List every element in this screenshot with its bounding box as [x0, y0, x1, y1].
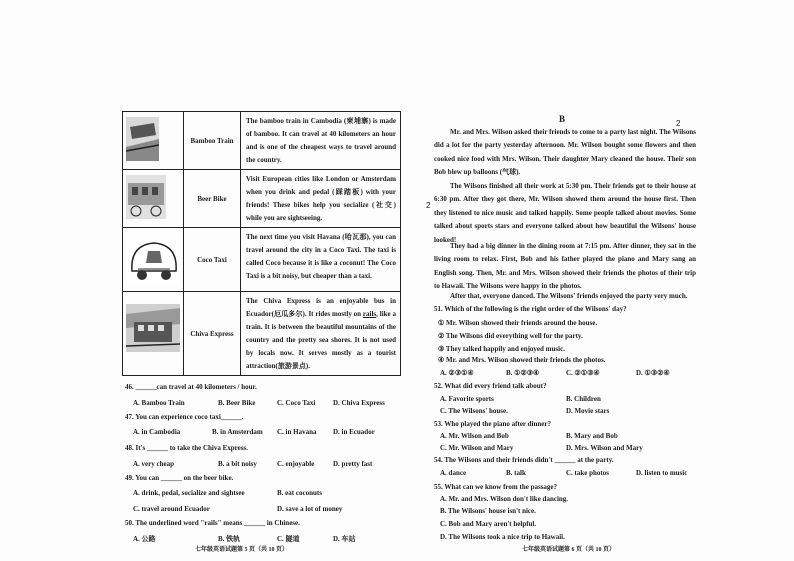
handwritten-mark: 2 — [676, 119, 681, 128]
option: C. take photos — [566, 469, 609, 477]
option: D. Movie stars — [566, 407, 610, 415]
table-desc-chiva-express — [241, 292, 401, 376]
option: B. a bit noisy — [218, 460, 257, 468]
option: C. travel around Ecuador — [133, 505, 210, 513]
option: B. ①②③④ — [506, 369, 540, 377]
beer-bike-photo — [123, 170, 184, 228]
option: B. eat coconuts — [277, 489, 322, 497]
option: D. pretty fast — [333, 460, 373, 468]
option: A. in Cambodia — [133, 428, 181, 436]
option: C. 隧道 — [277, 535, 300, 543]
option: B. in Amsterdam — [212, 428, 263, 436]
question-49: 49. You can ______ on the beer bike. — [125, 474, 234, 482]
option: B. talk — [506, 469, 526, 477]
question-53: 53. Who played the piano after dinner? — [434, 420, 552, 428]
option: C. enjoyable — [277, 460, 315, 468]
order-item: ② The Wilsons did everything well for the party. — [438, 332, 583, 340]
transport-table — [122, 111, 401, 376]
table-name-coco-taxi: Coco Taxi — [184, 228, 241, 292]
option: A. very cheap — [133, 460, 175, 468]
option: B. Mary and Bob — [566, 432, 618, 440]
order-item: ① Mr. Wilson showed their friends around the house. — [438, 319, 598, 327]
option: A. 公路 — [133, 535, 156, 543]
option: C. Mr. Wilson and Mary — [440, 444, 514, 452]
option: C. in Havana — [277, 428, 317, 436]
chiva-express-photo — [123, 292, 184, 376]
option: A. dance — [440, 469, 467, 477]
handwritten-mark: 2 — [426, 201, 431, 210]
option: D. save a lot of money — [277, 505, 343, 513]
question-48: 48. It's ______ to take the Chiva Express. — [125, 444, 248, 452]
table-name-chiva-express: Chiva Express — [184, 292, 241, 376]
option: A. Bamboo Train — [133, 399, 185, 407]
question-47: 47. You can experience coco taxi______. — [125, 413, 244, 421]
coco-taxi-photo — [123, 228, 184, 292]
option: A. Favorite sports — [440, 395, 494, 403]
chiva-desc-text: The Chiva Express is an enjoyable bus in Ecuador(厄瓜多尔). It rides mostly on rails, like a train. It is between the beautiful mountains of the country and the pretty sea shores. It is not used by locals now. It serves mostly as a tourist attraction(旅游景点). — [246, 297, 397, 370]
option: D. in Ecuador — [333, 428, 375, 436]
option: D. Mrs. Wilson and Mary — [566, 444, 643, 452]
question-54: 54. The Wilsons and their friends didn't ______ at the party. — [434, 456, 614, 464]
table-desc-beer-bike: Visit European cities like London or Amsterdam when you drink and pedal (踩踏板) with your friends! These bikes help you socialize (社交) while you are sightseeing. — [241, 170, 401, 228]
option: A. Mr. and Mrs. Wilson don't like dancing. — [440, 495, 569, 503]
option: B. Beer Bike — [218, 399, 256, 407]
passage-paragraph-3: They had a big dinner in the dining room at 7:15 pm. After dinner, they sat in the living room to relax. First, Bob and his father played the piano and Mary sang an English song. Then, Mr. and Mrs. Wilson showed their friends the photos of their trip to Hawaii. The Wilsons were happy in the photos. — [434, 242, 696, 291]
option: A. drink, pedal, socialize and sightsee — [133, 489, 245, 497]
option: B. The Wilsons' house isn't nice. — [440, 507, 536, 515]
footer-right: 七年级英语试题第 6 页（共 10 页） — [522, 547, 616, 553]
option: D. The Wilsons took a nice trip to Hawaii. — [440, 533, 565, 541]
option: D. 车站 — [333, 535, 356, 543]
table-name-beer-bike: Beer Bike — [184, 170, 241, 228]
table-desc-bamboo-train: The bamboo train in Cambodia (柬埔寨) is made of bamboo. It can travel at 40 kilometers an hour and is one of the cheapest ways to travel around the country. — [241, 112, 401, 170]
option: C. ②①③④ — [566, 369, 600, 377]
passage-paragraph-1: Mr. and Mrs. Wilson asked their friends to come to a party last night. The Wilsons did a lot for the party yesterday afternoon. Mr. Wilson bought some flowers and then cooked nice food with Mrs. Wilson. Their daughter Mary cleaned the house. Their son Bob blew up balloons (气球). — [434, 128, 696, 177]
passage-paragraph-4: After that, everyone danced. The Wilsons' friends enjoyed the party very much. — [450, 292, 688, 300]
table-row — [123, 228, 401, 292]
question-51: 51. Which of the following is the right order of the Wilsons' day? — [434, 305, 627, 313]
option: A. ②③①④ — [440, 369, 474, 377]
table-row — [123, 112, 401, 170]
footer-left: 七年级英语试题第 5 页（共 10 页） — [195, 547, 289, 553]
question-52: 52. What did every friend talk about? — [434, 382, 547, 390]
option: D. ①③②④ — [636, 369, 670, 377]
section-heading: B — [559, 114, 566, 124]
table-desc-coco-taxi: The next time you visit Havana (哈瓦那), you can travel around the city in a Coco Taxi. The taxi is called Coco because it is like a coconut! The Coco Taxi is a bit noisy, but cheaper than a taxi. — [241, 228, 401, 292]
option: B. Children — [566, 395, 601, 403]
option: C. The Wilsons' house. — [440, 407, 508, 415]
option: D. Chiva Express — [333, 399, 385, 407]
option: A. Mr. Wilson and Bob — [440, 432, 509, 440]
option: B. 铁轨 — [218, 535, 241, 543]
option: C. Bob and Mary aren't helpful. — [440, 520, 537, 528]
option: D. listen to music — [636, 469, 688, 477]
bamboo-train-photo — [123, 112, 184, 170]
table-name-bamboo-train: Bamboo Train — [184, 112, 241, 170]
order-item: ④ Mr. and Mrs. Wilson showed their friends the photos. — [438, 356, 606, 364]
option: C. Coco Taxi — [277, 399, 316, 407]
table-row — [123, 170, 401, 228]
question-46: 46. ______can travel at 40 kilometers / hour. — [125, 383, 257, 391]
passage-paragraph-2: The Wilsons finished all their work at 5:30 pm. Their friends got to their house at 6:30 pm. After they got there, Mr. Wilson showed them around the house first. Then they listened to nice music and talked happily. Some people talked about movies. Some talked about sports stars and everyone talked about how beautiful the Wilsons' house looked! — [434, 182, 696, 244]
question-55: 55. What can we know from the passage? — [434, 483, 558, 491]
table-row — [123, 292, 401, 376]
question-50: 50. The underlined word "rails" means ______ in Chinese. — [125, 519, 300, 527]
order-item: ③ They talked happily and enjoyed music. — [438, 345, 565, 353]
